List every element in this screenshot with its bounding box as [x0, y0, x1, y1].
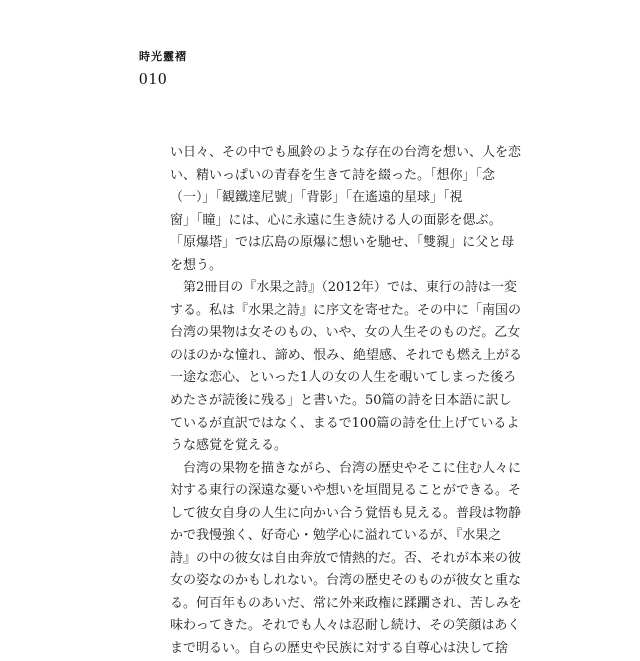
- text-line: うな感覚を覚える。: [170, 438, 288, 454]
- text-line: のほのかな憧れ、諦め、恨み、絶望感、それでも燃え上がる: [170, 347, 523, 363]
- page-number: 010: [139, 69, 168, 88]
- text-line: 「原爆塔」では広島の原爆に想いを馳せ、「雙親」に父と母: [170, 235, 515, 251]
- text-line: 詩』の中の彼女は自由奔放で情熱的だ。否、それが本来の彼: [170, 550, 522, 566]
- text-line: めたさが読後に残る」と書いた。50篇の詩を日本語に訳し: [170, 393, 512, 409]
- text-line: を想う。: [170, 257, 223, 273]
- text-line: 台湾の果物を描きながら、台湾の歴史やそこに住む人々に: [170, 460, 522, 476]
- text-line: 味わってきた。それでも人々は忍耐し続け、その笑顔はあく: [170, 618, 521, 634]
- text-line: まで明るい。自らの歴史や民族に対する自尊心は決して捨: [170, 641, 509, 657]
- text-line: 窗」「瞳」には、心に永遠に生き続ける人の面影を偲ぶ。: [170, 212, 502, 228]
- text-line: い、精いっぱいの青春を生きて詩を綴った。「想你」「念: [170, 167, 496, 183]
- text-line: ているが直訳ではなく、まるで100篇の詩を仕上げているよ: [170, 415, 520, 431]
- text-line: 台湾の果物は女そのもの、いや、女の人生そのものだ。乙女: [170, 325, 521, 341]
- text-line: 女の姿なのかもしれない。台湾の歴史そのものが彼女と重な: [170, 573, 522, 589]
- running-header-title: 時光靈褶: [139, 50, 187, 63]
- text-line: かで我慢強く、好奇心・勉学心に溢れているが、『水果之: [170, 528, 502, 544]
- text-line: する。私は『水果之詩』に序文を寄せた。その中に「南国の: [170, 302, 522, 318]
- text-line: 第2冊目の『水果之詩』（2012年）では、東行の詩は一変: [170, 280, 517, 296]
- text-line: る。何百年ものあいだ、常に外来政権に蹂躙され、苦しみを: [170, 595, 522, 611]
- text-line: 一途な恋心、といった1人の女の人生を覗いてしまった後ろ: [170, 370, 517, 386]
- text-line: 対する東行の深遠な憂いや想いを垣間見ることができる。そ: [170, 483, 522, 499]
- body-text: [170, 142, 523, 661]
- text-line: い日々、その中でも風鈴のような存在の台湾を想い、人を恋: [170, 145, 522, 160]
- text-line: （一）」「観鐵達尼號」「背影」「在遙遠的星球」「視: [170, 190, 463, 206]
- text-line: して彼女自身の人生に向かい合う覚悟も見える。普段は物静: [170, 505, 522, 521]
